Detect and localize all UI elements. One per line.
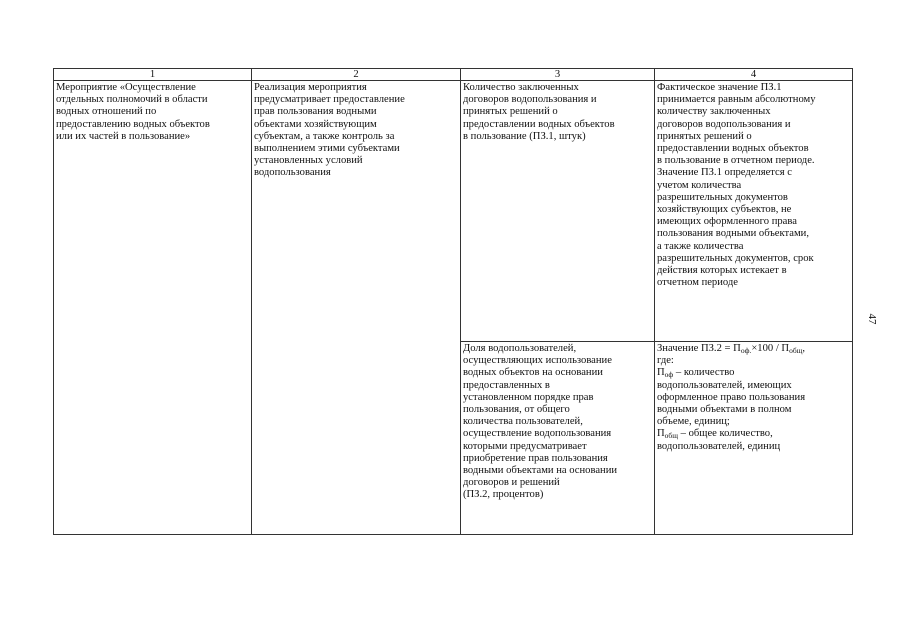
indicator-pz2-method-cell xyxy=(655,342,853,535)
indicator-pz1-method-cell xyxy=(655,81,853,342)
table-row xyxy=(54,81,853,342)
indicator-pz1-method-text: Фактическое значение ПЗ.1 принимается равным абсолютному количеству заключенных договоров водопользования и принятых решений о предоставлении водных объектов в пользование в отчетном периоде. Значение ПЗ.1 определяется с учетом количества разрешительных документов хозяйствующих субъектов, не имеющих оформленного права пользования водными объектами, а также количества разрешительных документов, срок действия которых истекает в отчетном периоде xyxy=(657,82,816,289)
pz2-p-obsh-definition: $П_{общ}$ – общее количество, водопользователей, единиц xyxy=(657,428,781,452)
table-header-row xyxy=(54,69,853,81)
pz2-p-of-definition: $П_{оф}$ – количество водопользователей, имеющих оформленное право пользования водными объектами в полном объеме, единиц; xyxy=(657,367,806,428)
column-header-4: 4 xyxy=(655,69,853,81)
measure-description-text: Реализация мероприятия предусматривает предоставление прав пользования водными объектами хозяйствующим субъектам, а также контроль за выполнением этими субъектами установленных условий водопользования xyxy=(254,82,405,179)
column-header-3: 3 xyxy=(461,69,655,81)
indicator-table xyxy=(53,68,853,535)
indicator-pz2-name-cell xyxy=(461,342,655,535)
measure-name-cell xyxy=(54,81,252,535)
measure-description-cell xyxy=(252,81,461,535)
indicator-pz1-name-cell xyxy=(461,81,655,342)
indicator-pz1-name-text: Количество заключенных договоров водопользования и принятых решений о предоставлении водных объектов в пользование (ПЗ.1, штук) xyxy=(463,82,615,142)
pz2-formula: Значение $ПЗ.2 = П_{оф.}\times 100 / П_{общ}$, xyxy=(657,343,806,355)
pz2-where: где: xyxy=(657,355,674,367)
page-number: 47 xyxy=(866,313,878,325)
indicator-pz2-name-text: Доля водопользователей, осуществляющих использование водных объектов на основании предоставленных в установленном порядке прав пользования, от общего количества пользователей, осуществление водопользования которыми предусматривает приобретение прав пользования водными объектами на основании договоров и решений (ПЗ.2, процентов) xyxy=(463,343,618,501)
measure-name-text: Мероприятие «Осуществление отдельных полномочий в области водных отношений по предоставлению водных объектов или их частей в пользование» xyxy=(56,82,210,142)
column-header-1: 1 xyxy=(54,69,252,81)
column-header-2: 2 xyxy=(252,69,461,81)
